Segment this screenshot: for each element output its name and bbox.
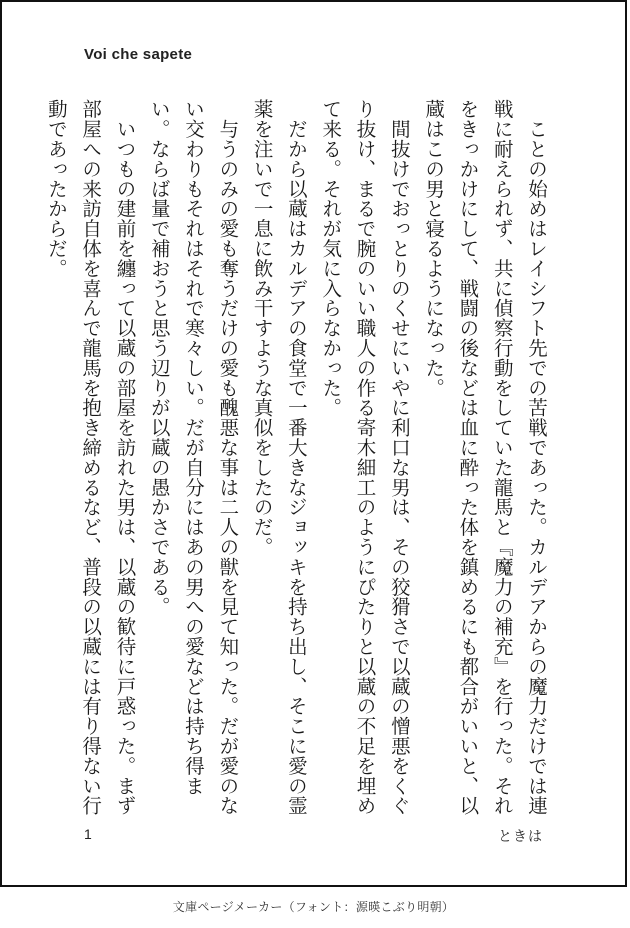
- author-name: ときは: [498, 829, 543, 845]
- paragraph: だから以蔵はカルデアの食堂で一番大きなジョッキを持ち出し、そこに愛の霊薬を注いで一息に飲み干すような真似をしたのだ。: [250, 99, 308, 816]
- page-number: 1: [84, 826, 92, 842]
- paragraph: いつもの建前を纏って以蔵の部屋を訪れた男は、以蔵の歓待に戸惑った。まず部屋への来訪自体を喜んで龍馬を抱き締めるなど、普段の以蔵には有り得ない行動であったからだ。: [44, 99, 137, 816]
- body-text: [39, 99, 553, 819]
- paragraph: 与うのみの愛も奪うだけの愛も醜悪な事は二人の獣を見て知った。だが愛のない交わりもそれはそれで寒々しい。だが自分にはあの男への愛などは持ち得まい。ならば量で補おうと思う辺りが以蔵の愚かさである。: [147, 99, 240, 816]
- paragraph: ことの始めはレイシフト先での苦戦であった。カルデアからの魔力だけでは連戦に耐えられず、共に偵察行動をしていた龍馬と『魔力の補充』を行った。それをきっかけにして、戦闘の後などは血に酔った体を鎮めるにも都合がいいと、以蔵はこの男と寝るようになった。: [422, 99, 548, 816]
- footer-caption: 文庫ページメーカー（フォント：源暎こぶり明朝）: [172, 900, 455, 914]
- paragraph: 間抜けでおっとりのくせにいやに利口な男は、その狡猾さで以蔵の憎悪をくぐり抜け、まるで腕のいい職人の作る寄木細工のようにぴたりと以蔵の不足を埋めて来る。それが気に入らなかった。: [319, 99, 411, 816]
- page-title: Voi che sapete: [84, 46, 193, 63]
